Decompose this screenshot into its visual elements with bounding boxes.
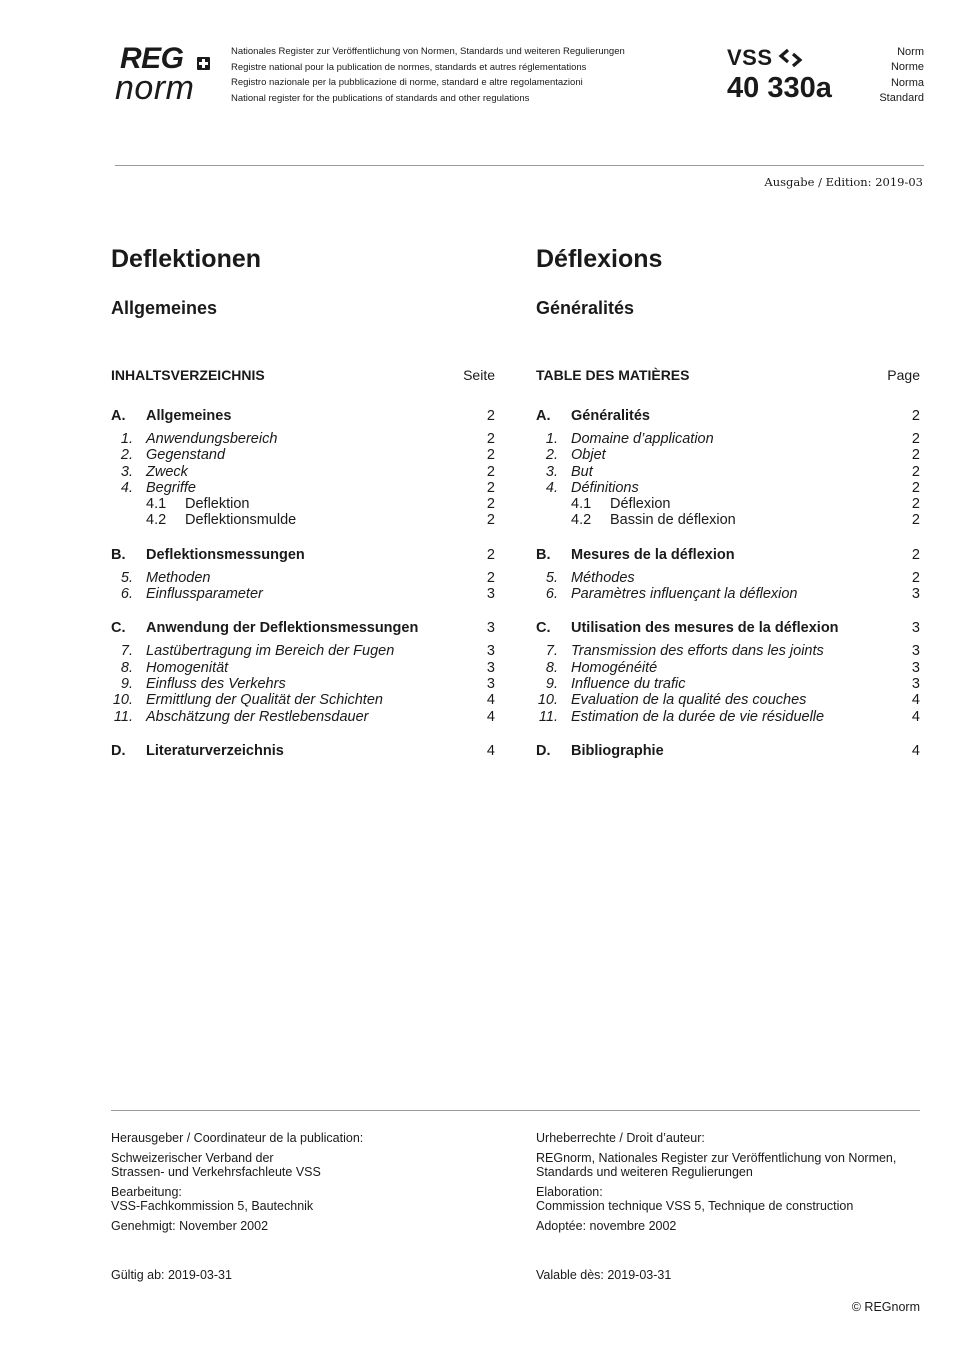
toc-item — [536, 586, 920, 602]
section-letter: B. — [111, 546, 126, 563]
section-letter: B. — [536, 546, 551, 563]
section-page: 2 — [911, 408, 920, 424]
toc-item — [536, 709, 920, 725]
item-page: 2 — [911, 569, 920, 586]
toc-section — [536, 545, 920, 565]
toc-spacer — [536, 529, 920, 545]
item-page: 4 — [911, 692, 920, 709]
item-title: Objet — [571, 447, 606, 464]
item-number: 3. — [545, 463, 558, 480]
item-title: Lastübertragung im Bereich der Fugen — [146, 643, 395, 660]
item-number: 10. — [112, 692, 133, 709]
page-label-fr: Page — [887, 367, 920, 383]
vss-logo — [727, 44, 773, 72]
item-title: Paramètres influençant la déflexion — [571, 586, 798, 603]
toc-item — [536, 660, 920, 676]
norm-type-labels — [879, 45, 924, 106]
register-line-de: Nationales Register zur Veröffentlichung von Normen, Standards und weiteren Regulierungen — [231, 46, 625, 57]
toc-section — [536, 406, 920, 426]
toc-section — [111, 406, 495, 426]
item-title: Influence du trafic — [571, 675, 686, 692]
section-letter: C. — [111, 620, 126, 637]
item-number: 10. — [537, 692, 558, 709]
norm-label-fr: Norme — [890, 61, 924, 74]
section-page: 4 — [911, 742, 920, 759]
item-page: 3 — [911, 675, 920, 692]
item-page: 2 — [486, 463, 495, 480]
toc-item — [536, 464, 920, 480]
toc-item — [536, 676, 920, 692]
toc-item — [111, 464, 495, 480]
item-page: 3 — [486, 643, 495, 660]
title-de: Deflektionen — [111, 245, 262, 273]
toc-header-fr — [536, 367, 920, 385]
item-number: 9. — [120, 675, 133, 692]
editing-label: Bearbeitung: — [111, 1185, 182, 1199]
toc-spacer — [536, 602, 920, 618]
item-page: 3 — [911, 643, 920, 660]
toc-spacer — [536, 725, 920, 741]
norm-label-en: Standard — [879, 91, 924, 104]
section-letter: A. — [536, 408, 551, 424]
toc-item — [111, 660, 495, 676]
norm-number: 40 330a — [727, 72, 832, 104]
item-title: Homogenität — [146, 659, 229, 676]
toc-item — [111, 692, 495, 708]
publisher-line: Strassen- und Verkehrsfachleute VSS — [111, 1165, 321, 1179]
toc-item — [111, 570, 495, 586]
item-title: Abschätzung der Restlebensdauer — [146, 708, 369, 725]
subitem-title: Deflektionsmulde — [185, 512, 297, 529]
item-page: 4 — [911, 708, 920, 725]
toc-item — [111, 480, 495, 496]
toc-section — [111, 618, 495, 638]
toc-spacer — [111, 602, 495, 618]
toc-header-de — [111, 367, 495, 385]
approved-date: Genehmigt: November 2002 — [111, 1219, 269, 1233]
page-label-de: Seite — [463, 367, 495, 383]
toc-item — [536, 692, 920, 708]
item-number: 3. — [120, 463, 133, 480]
logo-reg-text: REG — [120, 42, 184, 75]
subtitle-de: Allgemeines — [111, 298, 218, 318]
item-number: 2. — [120, 447, 133, 464]
publisher-label: Herausgeber / Coordinateur de la publication: — [111, 1131, 364, 1145]
subitem-number: 4.1 — [571, 496, 592, 513]
section-title: Utilisation des mesures de la déflexion — [571, 620, 839, 637]
subitem-page: 2 — [486, 496, 495, 513]
toc-section — [111, 545, 495, 565]
toc-fr — [536, 406, 920, 766]
section-page: 4 — [486, 742, 495, 759]
editing-value: VSS-Fachkommission 5, Bautechnik — [111, 1199, 314, 1213]
section-title: Deflektionsmessungen — [146, 546, 305, 563]
norm-label-de: Norm — [897, 46, 924, 58]
copyright-label: Urheberrechte / Droit d’auteur: — [536, 1131, 705, 1145]
item-page: 2 — [911, 447, 920, 464]
toc-item — [536, 431, 920, 447]
norm-label-it: Norma — [890, 76, 924, 89]
section-page: 2 — [486, 408, 495, 424]
subitem-page: 2 — [911, 512, 920, 529]
register-line-it: Registro nazionale per la pubblicazione di norme, standard e altre regolamentazioni — [231, 77, 583, 88]
register-description — [231, 44, 625, 106]
subitem-page: 2 — [911, 496, 920, 513]
elaboration-info — [536, 1185, 936, 1213]
toc-item — [111, 447, 495, 463]
subitem-page: 2 — [486, 512, 495, 529]
toc-spacer — [111, 725, 495, 741]
item-number: 6. — [120, 586, 133, 603]
item-page: 2 — [486, 447, 495, 464]
item-number: 2. — [545, 447, 558, 464]
register-line-fr: Registre national pour la publication de normes, standards et autres réglementations — [231, 61, 587, 73]
section-page: 3 — [911, 620, 920, 637]
toc-label-de: INHALTSVERZEICHNIS — [111, 367, 265, 383]
item-title: Méthodes — [571, 569, 635, 586]
copyright-line: REGnorm, Nationales Register zur Veröffentlichung von Normen, — [536, 1151, 897, 1165]
section-title: Allgemeines — [146, 408, 232, 424]
item-title: Homogénéité — [571, 659, 658, 676]
toc-section — [536, 741, 920, 761]
copyright-notice: © REGnorm — [851, 1300, 920, 1314]
section-title: Literaturverzeichnis — [146, 742, 284, 759]
section-letter: A. — [111, 408, 126, 424]
section-title: Bibliographie — [571, 742, 664, 759]
item-number: 9. — [545, 675, 558, 692]
item-number: 5. — [120, 569, 133, 586]
footer-copyright-block — [536, 1131, 936, 1239]
section-title: Anwendung der Deflektionsmessungen — [146, 620, 419, 637]
item-number: 7. — [545, 643, 558, 660]
item-page: 3 — [486, 675, 495, 692]
item-title: Domaine d’application — [571, 431, 714, 447]
toc-item — [536, 480, 920, 496]
section-letter: C. — [536, 620, 551, 637]
item-title: Evaluation de la qualité des couches — [571, 692, 807, 709]
toc-section — [536, 618, 920, 638]
item-number: 8. — [120, 659, 133, 676]
title-fr: Déflexions — [536, 245, 663, 273]
item-page: 2 — [911, 479, 920, 496]
subitem-number: 4.1 — [146, 496, 167, 513]
section-page: 2 — [486, 546, 495, 563]
toc-subitem — [111, 496, 495, 512]
item-page: 3 — [486, 586, 495, 603]
item-page: 3 — [911, 659, 920, 676]
register-line-en: National register for the publications of standards and other regulations — [231, 92, 530, 104]
toc-item — [536, 447, 920, 463]
toc-subitem — [111, 512, 495, 528]
subitem-title: Déflexion — [610, 496, 671, 513]
toc-item — [536, 570, 920, 586]
item-title: Ermittlung der Qualität der Schichten — [146, 692, 383, 709]
toc-item — [111, 643, 495, 659]
item-number: 5. — [545, 569, 558, 586]
vss-arrows-icon — [777, 47, 805, 69]
item-title: Gegenstand — [146, 447, 226, 464]
item-title: Définitions — [571, 479, 639, 496]
item-title: Einfluss des Verkehrs — [146, 675, 286, 692]
subitem-number: 4.2 — [571, 512, 592, 529]
item-number: 4. — [545, 479, 558, 496]
item-page: 2 — [911, 463, 920, 480]
item-title: But — [571, 463, 593, 480]
adopted-date: Adoptée: novembre 2002 — [536, 1219, 677, 1233]
item-page: 4 — [486, 708, 495, 725]
toc-item — [111, 676, 495, 692]
item-number: 4. — [120, 479, 133, 496]
publisher-name — [111, 1151, 511, 1179]
valid-from-fr: Valable dès: 2019-03-31 — [536, 1268, 672, 1282]
section-title: Mesures de la déflexion — [571, 546, 735, 563]
item-number: 8. — [545, 659, 558, 676]
publisher-line: Schweizerischer Verband der — [111, 1151, 274, 1165]
item-page: 3 — [486, 659, 495, 676]
item-page: 3 — [911, 586, 920, 603]
footer-divider — [111, 1110, 920, 1111]
regnorm-logo — [113, 44, 223, 106]
toc-spacer — [111, 529, 495, 545]
subitem-title: Deflektion — [185, 496, 250, 513]
subitem-number: 4.2 — [146, 512, 167, 529]
section-page: 3 — [486, 620, 495, 637]
swiss-cross-icon — [197, 57, 210, 70]
toc-item — [111, 586, 495, 602]
item-number: 1. — [120, 431, 133, 447]
elaboration-value: Commission technique VSS 5, Technique de construction — [536, 1199, 854, 1213]
vss-logo-text: VSS — [727, 45, 773, 70]
subtitle-fr: Généralités — [536, 298, 635, 318]
logo-norm-text: norm — [115, 69, 195, 107]
item-number: 11. — [538, 708, 558, 725]
section-page: 2 — [911, 546, 920, 563]
section-letter: D. — [536, 742, 551, 759]
toc-label-fr: TABLE DES MATIÈRES — [536, 367, 690, 383]
toc-subitem — [536, 496, 920, 512]
item-title: Begriffe — [146, 479, 196, 496]
edition-date: Ausgabe / Edition: 2019-03 — [764, 175, 923, 189]
section-letter: D. — [111, 742, 126, 759]
item-title: Zweck — [146, 463, 188, 480]
toc-section — [111, 741, 495, 761]
item-page: 4 — [486, 692, 495, 709]
item-number: 7. — [120, 643, 133, 660]
item-title: Estimation de la durée de vie résiduelle — [571, 708, 825, 725]
item-number: 6. — [545, 586, 558, 603]
item-page: 2 — [911, 431, 920, 447]
section-title: Généralités — [571, 408, 650, 424]
item-page: 2 — [486, 569, 495, 586]
item-title: Einflussparameter — [146, 586, 263, 603]
item-number: 1. — [545, 431, 558, 447]
copyright-line: Standards und weiteren Regulierungen — [536, 1165, 753, 1179]
toc-item — [536, 643, 920, 659]
item-title: Anwendungsbereich — [146, 431, 278, 447]
subitem-title: Bassin de déflexion — [610, 512, 736, 529]
item-number: 11. — [113, 708, 133, 725]
item-title: Methoden — [146, 569, 211, 586]
item-page: 2 — [486, 431, 495, 447]
copyright-holder — [536, 1151, 936, 1179]
editing-info — [111, 1185, 511, 1213]
toc-item — [111, 709, 495, 725]
item-page: 2 — [486, 479, 495, 496]
footer-publisher-block — [111, 1131, 511, 1239]
elaboration-label: Elaboration: — [536, 1185, 603, 1199]
header-divider — [115, 165, 924, 166]
toc-subitem — [536, 512, 920, 528]
toc-item — [111, 431, 495, 447]
item-title: Transmission des efforts dans les joints — [571, 643, 824, 660]
valid-from-de: Gültig ab: 2019-03-31 — [111, 1268, 232, 1282]
toc-de — [111, 406, 495, 766]
